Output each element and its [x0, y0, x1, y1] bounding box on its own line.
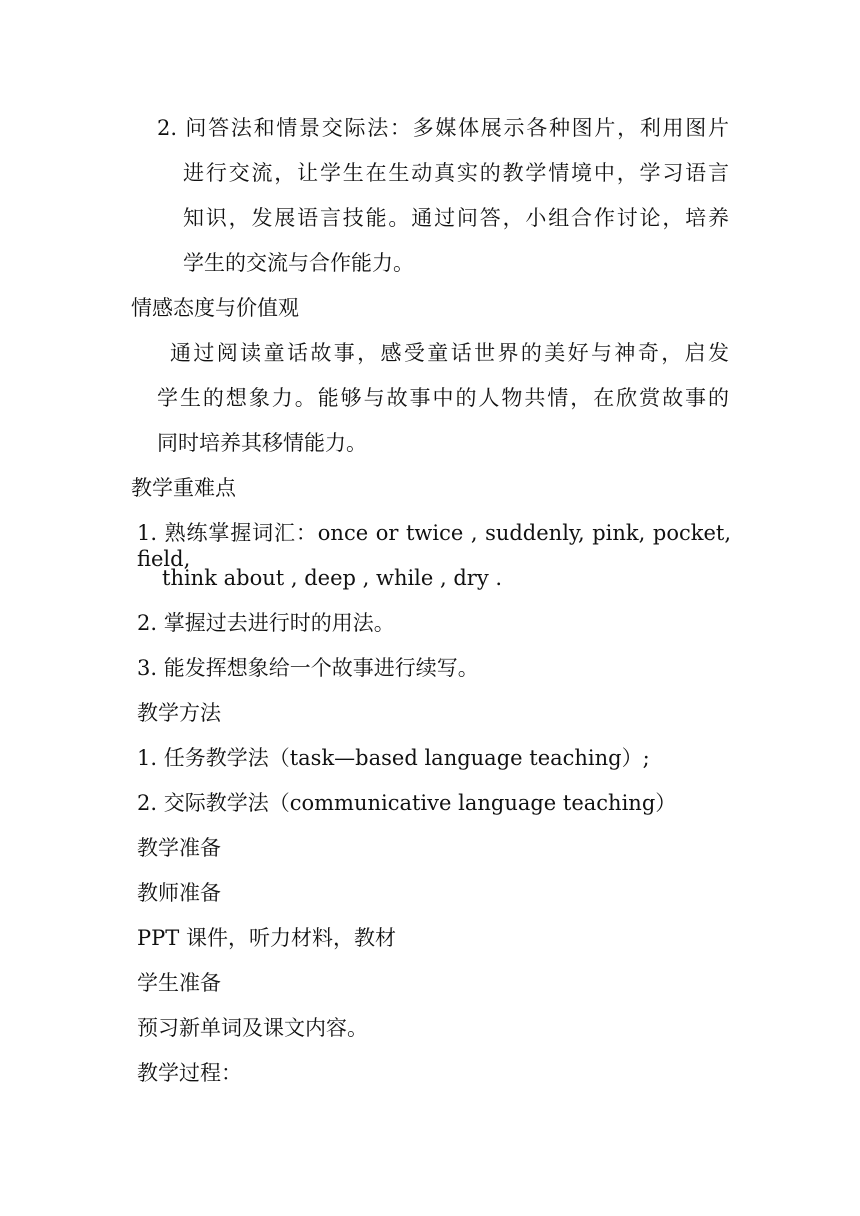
teacher-preparation-heading: 教师准备 [137, 881, 221, 905]
emotion-line-2: 学生的想象力。能够与故事中的人物共情，在欣赏故事的 [157, 386, 729, 410]
emotion-line-3: 同时培养其移情能力。 [157, 431, 367, 455]
student-preparation-items: 预习新单词及课文内容。 [137, 1016, 368, 1040]
section-heading-preparation: 教学准备 [137, 836, 221, 860]
method-item-2-line-2: 进行交流，让学生在生动真实的教学情境中，学习语言 [183, 161, 729, 185]
key-point-3: 3. 能发挥想象给一个故事进行续写。 [137, 656, 479, 680]
key-point-1-line-1: 1. 熟练掌握词汇：once or twice , suddenly, pink, pocket, field, [137, 521, 731, 571]
section-heading-methods: 教学方法 [137, 701, 221, 725]
section-heading-process: 教学过程： [137, 1061, 242, 1085]
student-preparation-heading: 学生准备 [137, 971, 221, 995]
section-heading-key-points: 教学重难点 [131, 476, 236, 500]
method-item-2-line-4: 学生的交流与合作能力。 [183, 251, 414, 275]
method-2: 2. 交际教学法（communicative language teaching） [137, 791, 677, 815]
key-point-2: 2. 掌握过去进行时的用法。 [137, 611, 395, 635]
section-heading-emotion: 情感态度与价值观 [131, 296, 299, 320]
emotion-line-1: 通过阅读童话故事，感受童话世界的美好与神奇，启发 [170, 341, 729, 365]
key-point-1-line-2: think about , deep , while , dry . [162, 566, 503, 590]
method-item-2-line-1: 2. 问答法和情景交际法：多媒体展示各种图片，利用图片 [157, 116, 729, 140]
teacher-preparation-items: PPT 课件，听力材料，教材 [137, 926, 396, 950]
method-1: 1. 任务教学法（task—based language teaching）; [137, 746, 650, 770]
method-item-2-line-3: 知识，发展语言技能。通过问答，小组合作讨论，培养 [183, 206, 729, 230]
